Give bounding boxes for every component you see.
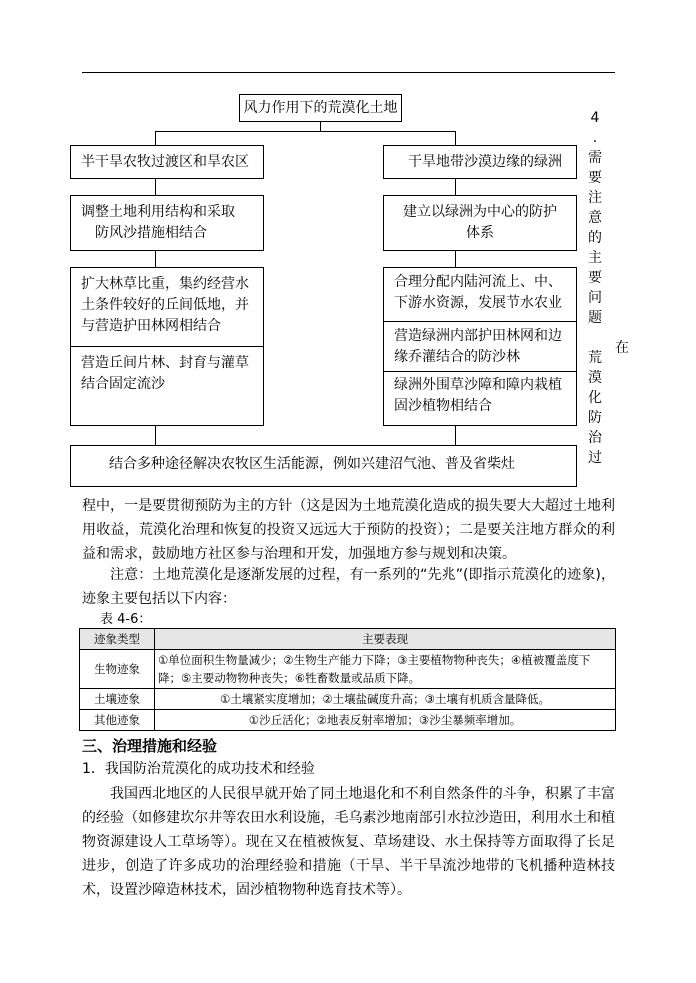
table-header-row xyxy=(80,629,616,650)
side-char: 要 xyxy=(588,270,602,286)
connector xyxy=(155,178,156,195)
side-char: 问 xyxy=(588,290,602,306)
left-measure-line: 防风沙措施相结合 xyxy=(95,225,207,241)
left-measure-box xyxy=(70,195,264,251)
table-header-cell: 迹象类型 xyxy=(80,629,155,650)
side-char-zai: 在 xyxy=(615,340,629,356)
left-detail-line: 与营造护田林网相结合 xyxy=(81,318,221,334)
right-detail-box xyxy=(383,267,577,426)
table-cell-type: 土壤迹象 xyxy=(80,689,155,710)
root-text: 风力作用下的荒漠化土地 xyxy=(243,100,398,116)
table-cell-type: 其他迹象 xyxy=(80,710,155,731)
vertical-side-text xyxy=(585,108,605,468)
table-cell-desc: ①土壤紧实度增加；②土壤盐碱度升高；③土壤有机质含量降低。 xyxy=(155,689,616,710)
side-char: 防 xyxy=(588,410,602,426)
paragraph-2: 注意：土地荒漠化是逐渐发展的过程，有一系列的“先兆”(即指示荒漠化的迹象)，迹象主要包括以下内容： xyxy=(82,567,615,607)
left-detail-2 xyxy=(71,347,263,395)
right-measure-box xyxy=(383,195,577,251)
side-char xyxy=(585,328,605,348)
right-measure-line: 体系 xyxy=(466,225,494,241)
left-detail-line: 营造丘间片林、封育与灌草 xyxy=(81,355,249,371)
section-subheading: 1．我国防治荒漠化的成功技术和经验 xyxy=(82,761,315,777)
connector xyxy=(155,131,156,145)
table-caption: 表 4-6： xyxy=(100,612,152,627)
root-box xyxy=(239,94,402,122)
right-detail-line: 缘乔灌结合的防沙林 xyxy=(394,349,520,365)
paragraph-1: 程中，一是要贯彻预防为主的方针（这是因为土地荒漠化造成的损失要大大超过土地利用收益，荒漠化治理和恢复的投资又远远大于预防的投资）；二是要关注地方群众的利益和需求，鼓励地方社区参与治理和开发，加强地方参与规划和决策。 xyxy=(82,498,615,562)
left-detail-line: 土条件较好的丘间低地，并 xyxy=(81,297,249,313)
section-heading: 三、治理措施和经验 xyxy=(82,737,218,755)
left-detail-line: 扩大林草比重，集约经营水 xyxy=(81,276,249,292)
table-cell-type: 生物迹象 xyxy=(80,650,155,689)
left-detail-line: 结合固定流沙 xyxy=(81,376,165,392)
side-char: 漠 xyxy=(588,370,602,386)
right-measure-line: 建立以绿洲为中心的防护 xyxy=(403,204,557,220)
paragraph-3: 我国西北地区的人民很早就开始了同土地退化和不利自然条件的斗争，积累了丰富的经验（如修建坎尔井等农田水利设施，毛乌素沙地南部引水拉沙造田，利用水土和植物资源建设人工草场等）。现在又在植被恢复、草场建设、水土保持等方面取得了长足进步，创造了许多成功的治理经验和措施（干旱、半干旱流沙地带的飞机播种造林技术，设置沙障造林技术，固沙植物物种选育技术等）。 xyxy=(82,786,615,898)
table-header-cell: 主要表现 xyxy=(155,629,616,650)
left-measure-line: 调整土地利用结构和采取 xyxy=(81,204,235,220)
left-detail-box xyxy=(70,267,264,426)
side-char: 4 xyxy=(590,110,600,126)
right-detail-line: 营造绿洲内部护田林网和边 xyxy=(394,328,562,344)
side-char: 荒 xyxy=(588,350,602,366)
right-detail-3 xyxy=(384,372,576,417)
right-detail-line: 固沙植物相结合 xyxy=(394,398,492,414)
connector xyxy=(155,131,456,132)
header-rule xyxy=(82,72,615,73)
side-char: 意 xyxy=(588,210,602,226)
side-char: 的 xyxy=(588,230,602,246)
right-detail-line: 合理分配内陆河流上、中、 xyxy=(394,274,562,290)
side-char: . xyxy=(592,130,598,146)
connector xyxy=(155,250,156,267)
table-row xyxy=(80,710,616,731)
connector xyxy=(455,178,456,195)
table-cell-desc: ①沙丘活化；②地表反射率增加；③沙尘暴频率增加。 xyxy=(155,710,616,731)
right-detail-1 xyxy=(384,268,576,322)
connector xyxy=(320,121,321,131)
bottom-box xyxy=(70,445,577,487)
signs-table xyxy=(79,628,616,731)
bottom-text: 结合多种途径解决农牧区生活能源，例如兴建沼气池、普及省柴灶 xyxy=(109,456,515,472)
right-branch-box xyxy=(383,145,577,179)
right-detail-line: 绿洲外围草沙障和障内栽植 xyxy=(394,377,562,393)
connector xyxy=(455,250,456,267)
table-cell-desc: ①单位面积生物量减少；②生物生产能力下降；③主要植物物种丧失；④植被覆盖度下降；⑤主要动物物种丧失；⑥牲畜数量或品质下降。 xyxy=(155,650,616,689)
right-branch-text: 干旱地带沙漠边缘的绿洲 xyxy=(408,154,562,170)
left-branch-box xyxy=(70,145,264,179)
side-char: 化 xyxy=(588,390,602,406)
side-char: 过 xyxy=(588,450,602,466)
side-char: 要 xyxy=(588,170,602,186)
right-detail-2 xyxy=(384,322,576,372)
table-row xyxy=(80,689,616,710)
side-char: 主 xyxy=(588,250,602,266)
side-char: 注 xyxy=(588,190,602,206)
connector xyxy=(455,131,456,145)
side-char: 题 xyxy=(588,310,602,326)
right-detail-line: 下游水资源，发展节水农业 xyxy=(394,295,562,311)
connector xyxy=(155,425,156,445)
left-detail-1 xyxy=(71,268,263,347)
table-row xyxy=(80,650,616,689)
side-char: 治 xyxy=(588,430,602,446)
left-branch-text: 半干旱农牧过渡区和旱农区 xyxy=(81,154,249,170)
connector xyxy=(455,425,456,445)
side-char: 需 xyxy=(588,150,602,166)
